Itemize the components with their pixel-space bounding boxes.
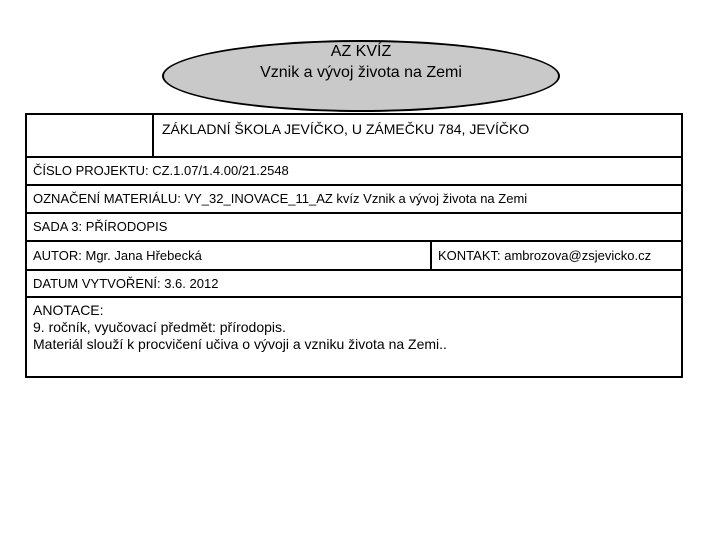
logo-cell-divider (152, 113, 154, 157)
quiz-subtitle: Vznik a vývoj života na Zemi (260, 64, 462, 81)
school-name: ZÁKLADNÍ ŠKOLA JEVÍČKO, U ZÁMEČKU 784, JEVÍČKO (162, 121, 530, 137)
author: AUTOR: Mgr. Jana Hřebecká (33, 248, 202, 263)
row-divider (25, 296, 683, 298)
author-contact-divider (430, 241, 432, 270)
row-divider (25, 184, 683, 186)
annotation-heading: ANOTACE: (33, 302, 104, 318)
row-divider (25, 212, 683, 214)
contact: KONTAKT: ambrozova@zsjevicko.cz (438, 248, 652, 263)
logo-cell (27, 115, 152, 156)
annotation-line: Materiál slouží k procvičení učiva o vývoji a vzniku života na Zemi.. (33, 336, 447, 352)
set-name: SADA 3: PŘÍRODOPIS (33, 219, 168, 234)
annotation-line: 9. ročník, vyučovací předmět: přírodopis. (33, 319, 286, 335)
quiz-title: AZ KVÍZ (330, 43, 392, 60)
row-divider (25, 156, 683, 158)
project-number: ČÍSLO PROJEKTU: CZ.1.07/1.4.00/21.2548 (33, 163, 289, 178)
row-divider (25, 240, 683, 242)
annotation-block (33, 302, 447, 353)
creation-date: DATUM VYTVOŘENÍ: 3.6. 2012 (33, 276, 219, 291)
row-divider (25, 269, 683, 271)
material-id: OZNAČENÍ MATERIÁLU: VY_32_INOVACE_11_AZ kvíz Vznik a vývoj života na Zemi (33, 191, 528, 206)
